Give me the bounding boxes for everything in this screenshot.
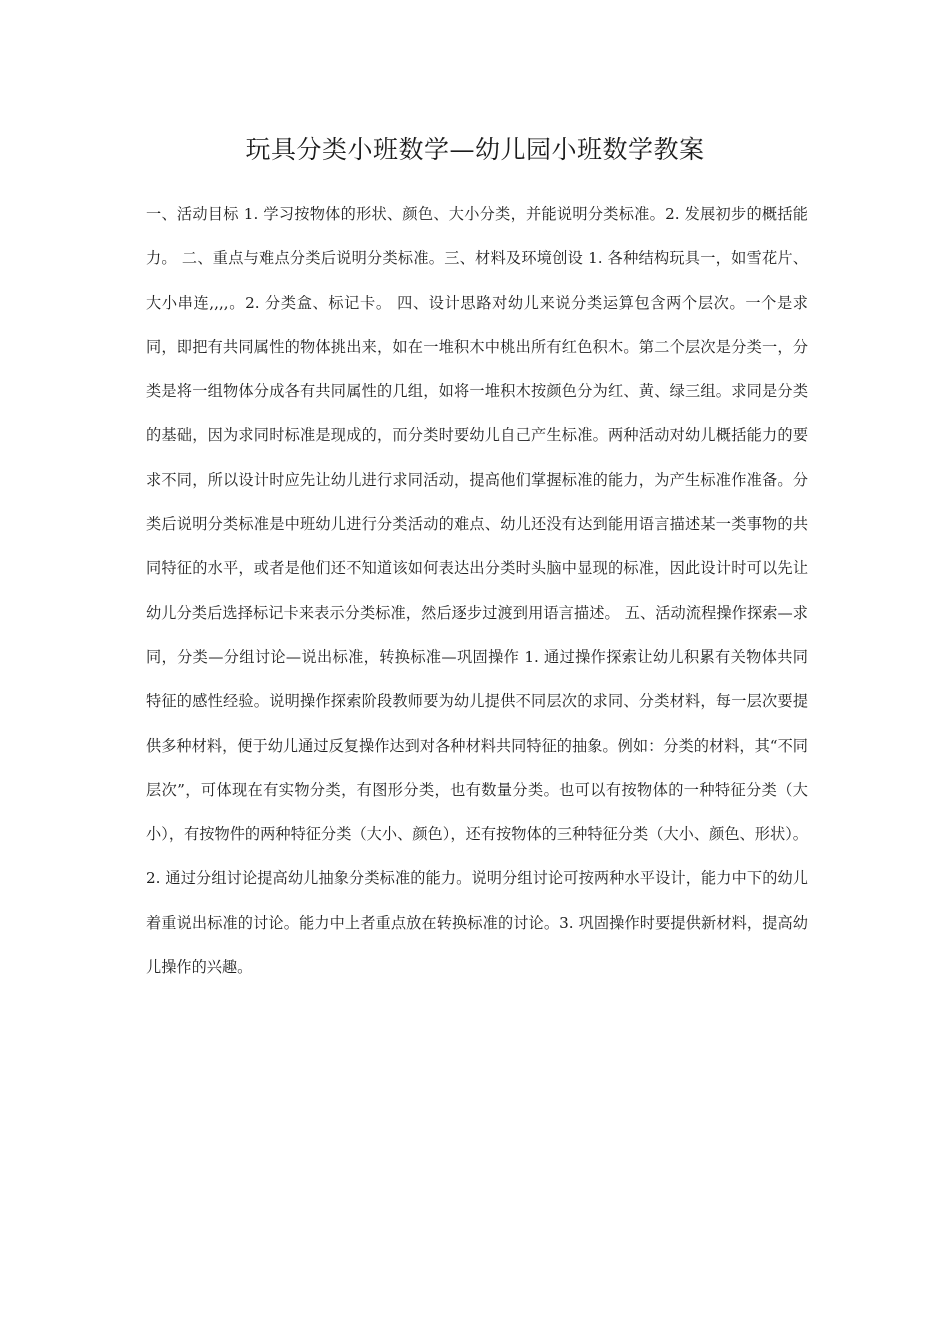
document-body: 一、活动目标 1. 学习按物体的形状、颜色、大小分类，并能说明分类标准。2. 发展初步的概括能力。 二、重点与难点分类后说明分类标准。三、材料及环境创设 1. 各种结构玩具一，如雪花片、大小串连,,,,。2. 分类盒、标记卡。 四、设计思路对幼儿来说分类运算包含两个层次。一个是求同，即把有共同属性的物体挑出来，如在一堆积木中桃出所有红色积木。第二个层次是分类一，分类是将一组物体分成各有共同属性的几组，如将一堆积木按颜色分为红、黄、绿三组。求同是分类的基础，因为求同时标准是现成的，而分类时要幼儿自己产生标准。两种活动对幼儿概括能力的要求不同，所以设计时应先让幼儿进行求同活动，提高他们掌握标准的能力，为产生标准作准备。分类后说明分类标准是中班幼儿进行分类活动的难点、幼儿还没有达到能用语言描述某一类事物的共同特征的水平，或者是他们还不知道该如何表达出分类时头脑中显现的标准，因此设计时可以先让幼儿分类后选择标记卡来表示分类标准，然后逐步过渡到用语言描述。 五、活动流程操作探索—求同，分类—分组讨论—说出标准，转换标准—巩固操作 1. 通过操作探索让幼儿积累有关物体共同特征的感性经验。说明操作探索阶段教师要为幼儿提供不同层次的求同、分类材料，每一层次要提供多种材料，便于幼儿通过反复操作达到对各种材料共同特征的抽象。例如：分类的材料，其“不同层次”，可体现在有实物分类，有图形分类，也有数量分类。也可以有按物体的一种特征分类（大小），有按物件的两种特征分类（大小、颜色），还有按物体的三种特征分类（大小、颜色、形状）。 2. 通过分组讨论提高幼儿抽象分类标准的能力。说明分组讨论可按两种水平设计，能力中下的幼儿着重说出标准的讨论。能力中上者重点放在转换标准的讨论。3. 巩固操作时要提供新材料，提高幼儿操作的兴趣。 bbox=[146, 205, 808, 977]
document-title: 玩具分类小班数学—幼儿园小班数学教案 bbox=[245, 135, 705, 164]
